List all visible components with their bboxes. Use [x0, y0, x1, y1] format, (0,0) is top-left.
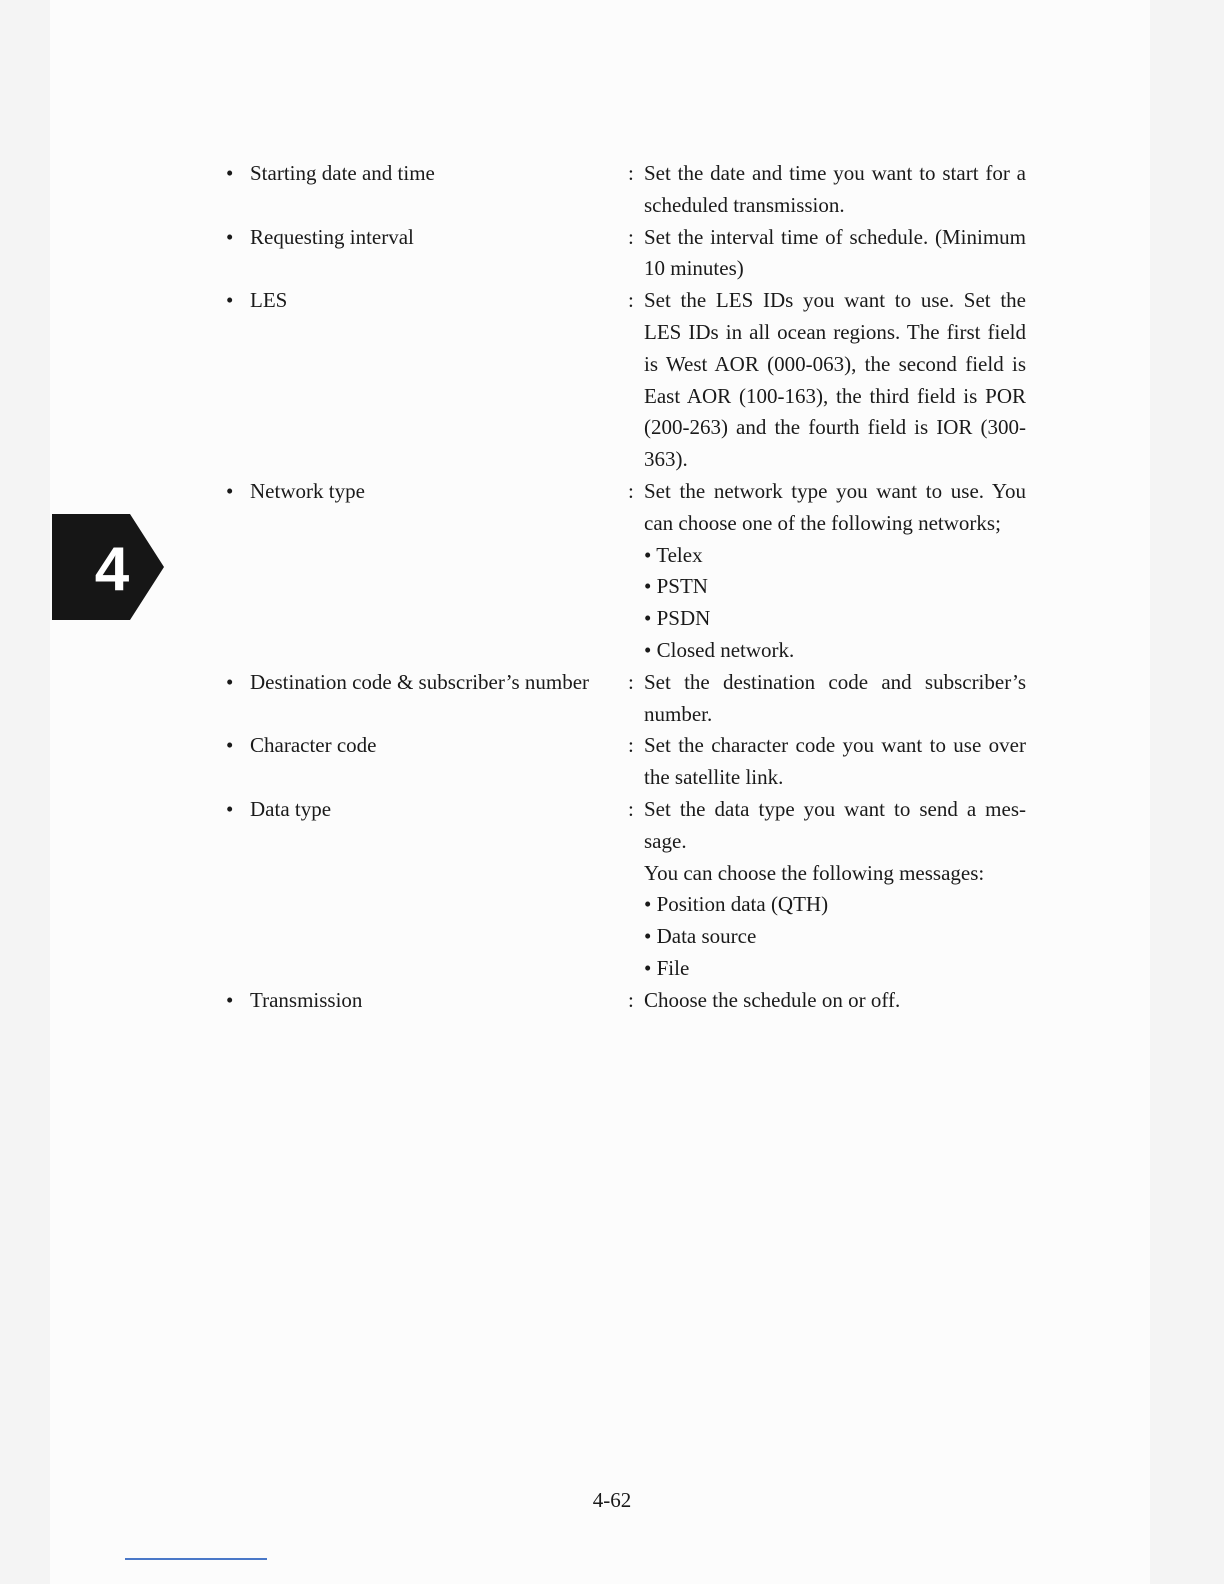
bullet-icon: • — [226, 987, 234, 1012]
chapter-tab-number: 4 — [94, 535, 130, 604]
description-line: Choose the schedule on or off. — [644, 987, 901, 1012]
option-list-item — [644, 603, 1026, 635]
setting-label — [226, 158, 628, 190]
bullet-icon: • — [226, 161, 234, 185]
bullet-icon: • — [226, 733, 234, 758]
chapter-tab — [52, 514, 164, 620]
setting-label — [226, 985, 628, 1017]
setting-label — [226, 476, 628, 508]
description-line: 363). — [644, 447, 688, 472]
separator-colon: : — [628, 796, 634, 821]
description-line: 10 minutes) — [644, 256, 744, 281]
bullet-icon: • — [644, 606, 652, 631]
bullet-icon: • — [644, 542, 652, 567]
page-number: 4-62 — [592, 1488, 632, 1512]
setting-item — [226, 730, 1046, 794]
setting-description — [644, 794, 1026, 985]
description-line: Set the data type you want to send a mes- — [644, 796, 1026, 821]
separator-colon: : — [628, 733, 634, 758]
separator-colon: : — [628, 288, 634, 313]
setting-label-text: Starting date and time — [250, 161, 435, 185]
setting-description — [644, 985, 1026, 1017]
option-list-item — [644, 889, 1026, 921]
setting-label-text: Destination code & subscriber’s number — [250, 669, 590, 694]
description-line: number. — [644, 701, 713, 726]
description-line: can choose one of the following networks; — [644, 510, 1001, 535]
description-line: Set the LES IDs you want to use. Set the — [644, 288, 1026, 313]
setting-label-text: Network type — [250, 478, 365, 503]
setting-label — [226, 794, 628, 826]
option-text: Data source — [656, 924, 757, 949]
option-text: Closed network. — [656, 637, 795, 662]
bottom-link-underline — [125, 1558, 267, 1560]
setting-label — [226, 285, 628, 317]
description-line: (200-263) and the fourth field is IOR (300- — [644, 415, 1026, 440]
setting-item — [226, 794, 1046, 985]
setting-label-text: Data type — [250, 796, 332, 821]
option-text: PSTN — [656, 574, 708, 599]
bullet-icon: • — [226, 796, 234, 821]
separator-colon: : — [628, 478, 634, 503]
setting-label-text: Requesting interval — [250, 224, 414, 249]
setting-label — [226, 730, 628, 762]
separator-colon: : — [628, 987, 634, 1012]
setting-label-text: LES — [250, 288, 288, 313]
setting-label-text: Character code — [250, 733, 377, 758]
setting-item — [226, 476, 1046, 667]
option-list-item — [644, 635, 1026, 667]
description-line: Set the destination code and subscriber’s — [644, 669, 1026, 694]
option-list-item — [644, 540, 1026, 572]
setting-description — [644, 476, 1026, 667]
bullet-icon: • — [644, 955, 652, 980]
setting-item — [226, 158, 1046, 222]
setting-description — [644, 285, 1026, 476]
description-line: scheduled transmission. — [644, 192, 845, 217]
settings-list — [226, 158, 1046, 1017]
bullet-icon: • — [644, 924, 652, 949]
description-line: is West AOR (000-063), the second field is — [644, 351, 1026, 376]
option-list-item — [644, 921, 1026, 953]
setting-description — [644, 222, 1026, 286]
bullet-icon: • — [226, 288, 234, 313]
separator-colon: : — [628, 224, 634, 249]
separator-colon: : — [628, 669, 634, 694]
description-line: East AOR (100-163), the third field is POR — [644, 383, 1026, 408]
setting-description — [644, 667, 1026, 731]
description-line: You can choose the following messages: — [644, 860, 985, 885]
description-line: Set the character code you want to use over — [644, 733, 1026, 758]
setting-item — [226, 985, 1046, 1017]
setting-description — [644, 730, 1026, 794]
option-list-item — [644, 953, 1026, 985]
setting-item — [226, 285, 1046, 476]
option-list-item — [644, 571, 1026, 603]
description-line: sage. — [644, 828, 687, 853]
option-text: Position data (QTH) — [656, 892, 829, 917]
setting-label — [226, 667, 628, 699]
setting-item — [226, 222, 1046, 286]
setting-label-text: Transmission — [250, 987, 363, 1012]
setting-label — [226, 222, 628, 254]
description-line: Set the date and time you want to start for a — [644, 161, 1026, 185]
bullet-icon: • — [644, 574, 652, 599]
bullet-icon: • — [644, 892, 652, 917]
bullet-icon: • — [226, 478, 234, 503]
description-line: Set the interval time of schedule. (Minimum — [644, 224, 1026, 249]
bullet-icon: • — [644, 637, 652, 662]
option-text: Telex — [656, 542, 703, 567]
setting-item — [226, 667, 1046, 731]
description-line: LES IDs in all ocean regions. The first field — [644, 319, 1026, 344]
bullet-icon: • — [226, 669, 234, 694]
separator-colon: : — [628, 161, 634, 185]
description-line: Set the network type you want to use. You — [644, 478, 1026, 503]
description-line: the satellite link. — [644, 765, 784, 790]
option-text: PSDN — [656, 606, 711, 631]
option-text: File — [656, 955, 690, 980]
bullet-icon: • — [226, 224, 234, 249]
setting-description — [644, 158, 1026, 222]
